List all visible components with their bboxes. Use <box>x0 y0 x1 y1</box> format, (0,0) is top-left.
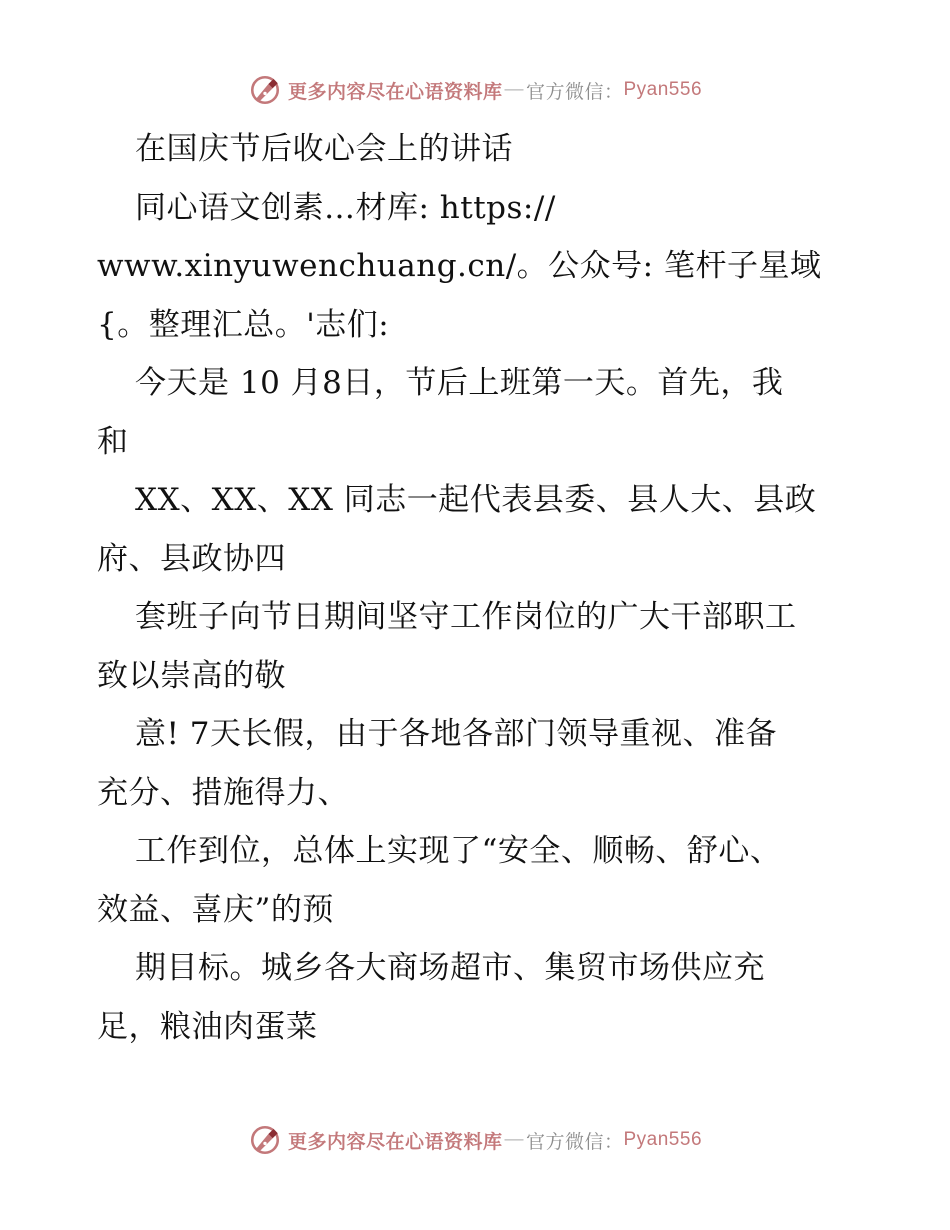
document-title: 在国庆节后收心会上的讲话 <box>135 131 513 167</box>
body-line: 足，粮油肉蛋菜 <box>97 1008 318 1045</box>
body-line: 效益、喜庆”的预 <box>97 891 334 928</box>
header-watermark <box>0 70 950 110</box>
watermark-sub-text: 官方微信： <box>525 80 624 103</box>
body-line: 府、县政协四 <box>97 540 286 577</box>
body-line: 意! 7天长假，由于各地各部门领导重视、准备 <box>135 716 778 752</box>
source-line: 同心语文创素…材库: https:// <box>135 189 556 226</box>
watermark-main-text: 更多内容尽在心语资料库 <box>287 80 503 103</box>
watermark-dash: — <box>504 79 524 100</box>
pen-nib-icon <box>248 1123 282 1157</box>
body-line: 和 <box>97 423 129 460</box>
greeting-line: {。整理汇总。'志们: <box>97 306 390 343</box>
watermark-handle: Pyan556 <box>623 79 703 100</box>
footer-watermark <box>0 1120 950 1160</box>
pen-nib-icon <box>248 73 282 107</box>
body-line: 期目标。城乡各大商场超市、集贸市场供应充 <box>135 950 765 986</box>
watermark-handle: Pyan556 <box>623 1129 703 1150</box>
body-line: 工作到位，总体上实现了“安全、顺畅、舒心、 <box>135 833 782 869</box>
document-body <box>97 120 867 1056</box>
body-line: 致以崇高的敬 <box>97 657 286 694</box>
body-line: XX、XX、XX 同志一起代表县委、县人大、县政 <box>135 482 817 518</box>
watermark-dash: — <box>504 1129 524 1150</box>
watermark-sub-text: 官方微信： <box>525 1130 624 1153</box>
body-line: 套班子向节日期间坚守工作岗位的广大干部职工 <box>135 599 797 635</box>
body-line: 今天是 10 月8日，节后上班第一天。首先，我 <box>135 365 784 401</box>
body-line: 充分、措施得力、 <box>97 774 349 811</box>
source-url-line: www.xinyuwenchuang.cn/。公众号: 笔杆子星域 <box>97 248 822 284</box>
watermark-main-text: 更多内容尽在心语资料库 <box>287 1130 503 1153</box>
